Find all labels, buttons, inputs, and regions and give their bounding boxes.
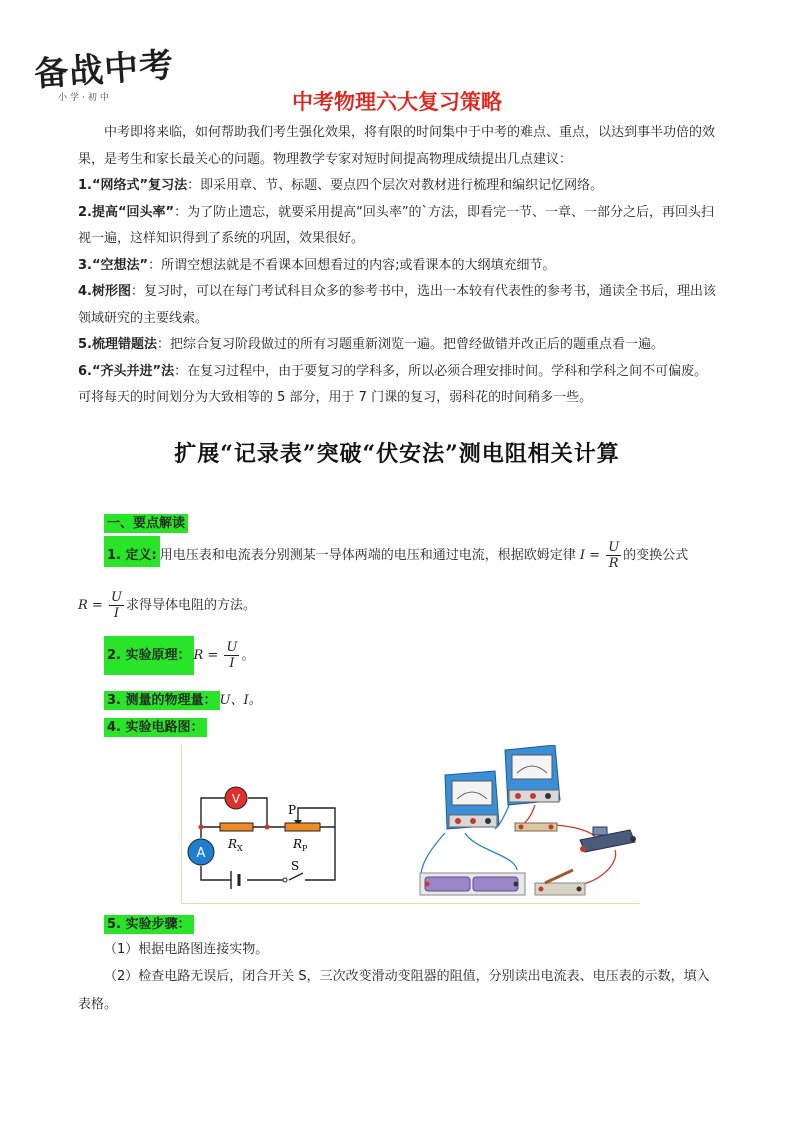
logo-text: 备战中考 [33, 45, 176, 95]
quantities-label: 3. 测量的物理量： [104, 691, 220, 710]
definition-text-c: 求得导体电阻的方法。 [125, 598, 256, 613]
junction-dot [199, 825, 204, 830]
strategy-head: 3.“空想法” [78, 257, 149, 273]
apparatus-wire [575, 850, 616, 885]
strategy-body: ：即采用章、节、标题、要点四个层次对教材进行梳理和编织记忆网络。 [187, 178, 604, 193]
page-title: 中考物理六大复习策略 [292, 90, 502, 114]
wire [201, 866, 231, 880]
resistor-rx [220, 823, 253, 831]
strategy-body: ：把综合复习阶段做过的所有习题重新浏览一遍。把曾经做错并改正后的题重点看一遍。 [156, 337, 664, 352]
strategy-item-1 [78, 173, 718, 200]
strategy-item-6 [78, 359, 718, 412]
section-heading-label: 一、要点解读 [104, 514, 188, 533]
quantities-line [104, 689, 262, 708]
apparatus-wire [465, 833, 517, 870]
strategy-item-3 [78, 253, 718, 280]
logo-subtext: 小学·初中 [58, 93, 112, 103]
definition-line [104, 540, 724, 571]
voltmeter-label: V [231, 792, 241, 806]
wire [305, 827, 335, 880]
strategy-item-5 [78, 332, 718, 359]
step-1: （1）根据电路图连接实物。 [104, 942, 269, 957]
intro-paragraph: 中考即将来临，如何帮助我们考生强化效果，将有限的时间集中于中考的难点、重点，以达到事半功倍的效果，是考生和家长最关心的问题。物理教学专家对短时间提高物理成绩提出几点建议： [78, 125, 716, 167]
strategy-head: 5.梳理错题法 [78, 337, 157, 352]
apparatus-wire [520, 805, 535, 825]
definition-line-2 [78, 590, 256, 621]
intro-section [78, 120, 718, 412]
principle-tail: 。 [241, 648, 255, 663]
switch-device [535, 870, 585, 895]
circuit-heading [104, 716, 207, 735]
rx-label: R [228, 837, 238, 851]
strategy-item-2 [78, 200, 718, 253]
fraction-numerator: U [226, 640, 238, 655]
strategy-body: ：在复习过程中，由于要复习的学科多，所以必须合理安排时间。学科和学科之间不可偏废。可将每天的时间划分为大致相等的 5 部分，用于 7 门课的复习，弱科花的时间稍多一些。 [78, 363, 708, 405]
rx-subscript: X [237, 844, 243, 853]
principle-line [104, 640, 254, 671]
strategy-head: 1.“网络式”复习法 [78, 178, 188, 193]
strategy-head: 2.提高“回头率” [78, 204, 175, 220]
switch-terminal [283, 878, 287, 882]
principle-fraction [224, 640, 239, 671]
rheostat-device [580, 827, 636, 852]
strategy-item-4 [78, 279, 718, 332]
strategy-head: 6.“齐头并进”法 [78, 363, 175, 379]
resistance-fraction [109, 590, 124, 621]
definition-text-b: 的变换公式 [623, 548, 689, 563]
strategy-body: ：所谓空想法就是不看课本回想看过的内容;或看课本的大纲填充细节。 [148, 257, 556, 273]
battery-box-device [420, 873, 525, 895]
fraction-denominator: I [113, 606, 120, 621]
resistance-formula-left: R = [78, 598, 103, 613]
rp-subscript: P [302, 844, 308, 853]
quantities-value: U、I。 [219, 693, 262, 708]
fraction-denominator: I [229, 656, 235, 671]
section-heading [104, 512, 188, 531]
resistor-rp [285, 823, 320, 831]
ohm-fraction [606, 540, 621, 571]
principle-label: 2. 实验原理： [104, 636, 194, 675]
definition-label: 1. 定义: [104, 536, 160, 567]
strategy-head: 4.树形图 [78, 284, 131, 299]
junction-dot [265, 825, 270, 830]
resistor-device [515, 823, 557, 831]
switch-label: S [291, 859, 300, 873]
ammeter-device [445, 771, 499, 829]
wire [201, 798, 225, 838]
step-2: （2）检查电路无误后，闭合开关 S，三次改变滑动变阻器的阻值，分别读出电流表、电压表的示数，填入表格。 [78, 969, 710, 1012]
steps-label: 5. 实验步骤： [104, 915, 194, 934]
steps-heading [104, 913, 194, 932]
fraction-numerator: U [608, 540, 620, 555]
strategy-body: ：为了防止遗忘，就要采用提高“回头率”的`方法，即看完一节、一章、一部分之后，再回头扫视一遍，这样知识得到了系统的巩固，效果很好。 [78, 204, 715, 246]
ohm-formula-left: I = [579, 548, 601, 563]
strategy-body: ：复习时，可以在每门考试科目众多的参考书中，选出一本较有代表性的参考书，通读全书后，理出该领域研究的主要线索。 [78, 284, 716, 326]
apparatus-illustration [405, 745, 640, 900]
definition-text-a: 用电压表和电流表分别测某一导体两端的电压和通过电流，根据欧姆定律 [159, 548, 576, 563]
rp-label: R [293, 837, 303, 851]
slider-label: P [288, 803, 297, 817]
ammeter-label: A [196, 846, 206, 861]
circuit-label: 4. 实验电路图： [104, 718, 207, 737]
fraction-numerator: U [110, 590, 122, 605]
section-title: 扩展“记录表”突破“伏安法”测电阻相关计算 [174, 441, 620, 467]
circuit-diagram [185, 770, 355, 895]
switch-blade [289, 873, 303, 880]
principle-formula-left: R = [193, 648, 219, 663]
fraction-denominator: R [608, 556, 619, 571]
voltmeter-device [505, 745, 560, 805]
